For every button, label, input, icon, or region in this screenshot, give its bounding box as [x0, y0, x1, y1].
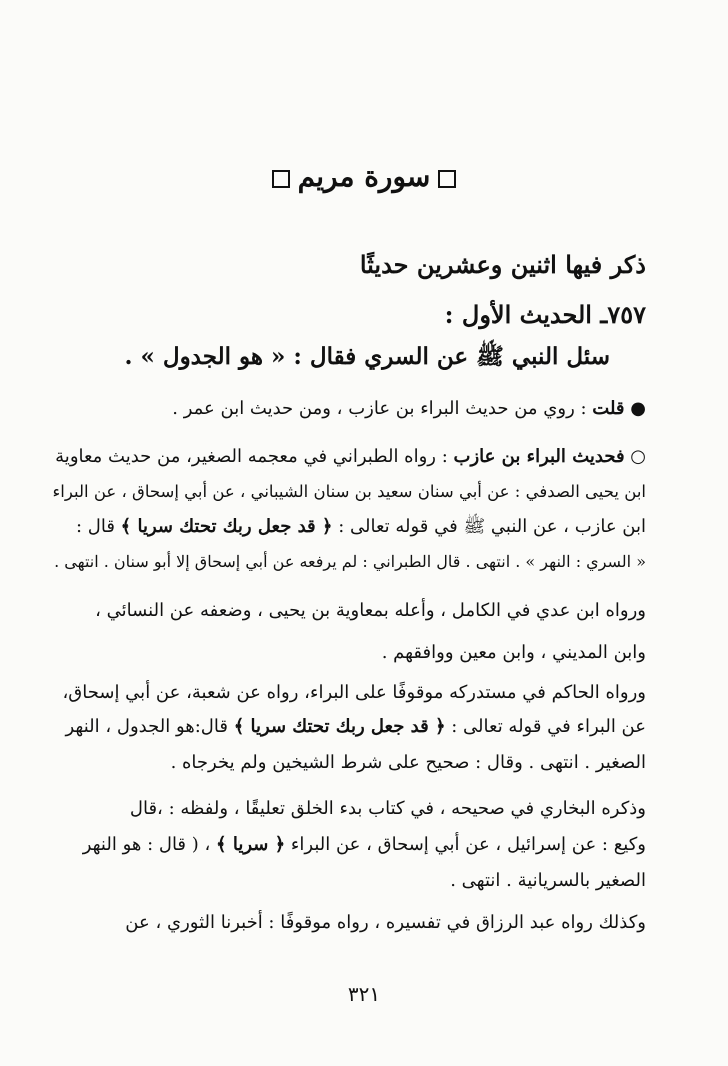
bukhari-line-1: وذكره البخاري في صحيحه ، في كتاب بدء الخلق تعليقًا ، ولفظه : ،قال	[129, 798, 646, 819]
bukhari-line-3: الصغير بالسريانية . انتهى .	[450, 870, 646, 891]
hakim-line-2	[66, 714, 647, 740]
circle-bullet-icon: ○	[630, 446, 646, 467]
bara-line-1	[55, 444, 646, 470]
bara-label: فحديث البراء بن عازب	[453, 446, 625, 467]
hakim-line-3: الصغير . انتهى . وقال : صحيح على شرط الشيخين ولم يخرجاه .	[170, 752, 646, 773]
bukhari-line-2	[83, 832, 646, 858]
hakim-text-2b: قال:هو الجدول ، النهر	[65, 716, 228, 737]
quran-verse: ﴿ سريا ﴾	[216, 834, 286, 855]
hadith-question: سئل النبي ﷺ عن السري فقال : « هو الجدول » .	[124, 343, 610, 370]
bara-line-4: « السري : النهر » . انتهى . قال الطبراني : لم يرفعه عن أبي إسحاق إلا أبو سنان . انتهى .	[54, 552, 646, 571]
bara-text-3b: قال :	[75, 516, 115, 537]
surah-title: سورة مريم	[297, 160, 431, 193]
hakim-line-1: ورواه الحاكم في مستدركه موقوفًا على البراء، رواه عن شعبة، عن أبي إسحاق،	[62, 682, 646, 703]
hakim-text-2a: عن البراء في قوله تعالى :	[451, 716, 646, 737]
qult-line	[172, 396, 646, 422]
bara-text-1: : رواه الطبراني في معجمه الصغير، من حديث معاوية	[55, 446, 448, 467]
quran-verse: ﴿ قد جعل ربك تحتك سريا ﴾	[233, 716, 446, 737]
hadith-header: ٧٥٧ـ الحديث الأول :	[444, 300, 646, 329]
ibnadi-line-1: ورواه ابن عدي في الكامل ، وأعله بمعاوية بن يحيى ، وضعفه عن النسائي ،	[95, 600, 646, 621]
bara-text-3a: ابن عازب ، عن النبي ﷺ في قوله تعالى :	[338, 516, 646, 537]
ibnadi-line-2: وابن المديني ، وابن معين ووافقهم .	[381, 642, 646, 663]
bara-line-2: ابن يحيى الصدفي : عن أبي سنان سعيد بن سنان الشيباني ، عن أبي إسحاق ، عن البراء	[52, 482, 646, 501]
qult-label: قلت	[592, 398, 625, 419]
abdurrazzaq-line-1: وكذلك رواه عبد الرزاق في تفسيره ، رواه موقوفًا : أخبرنا الثوري ، عن	[125, 912, 646, 933]
bukhari-text-2a: وكيع : عن إسرائيل ، عن أبي إسحاق ، عن البراء	[290, 834, 646, 855]
page-number: ٣٢١	[347, 982, 381, 1006]
intro-line: ذكر فيها اثنين وعشرين حديثًا	[359, 250, 646, 279]
square-ornament-icon	[438, 170, 456, 188]
qult-text: : روي من حديث البراء بن عازب ، ومن حديث ابن عمر .	[172, 398, 587, 419]
square-ornament-icon	[272, 170, 290, 188]
bullet-dot-icon: ●	[630, 398, 646, 419]
bara-line-3	[76, 514, 646, 540]
bukhari-text-2b: ، ( قال : هو النهر	[82, 834, 211, 855]
quran-verse: ﴿ قد جعل ربك تحتك سريا ﴾	[120, 516, 333, 537]
surah-heading	[0, 160, 728, 193]
